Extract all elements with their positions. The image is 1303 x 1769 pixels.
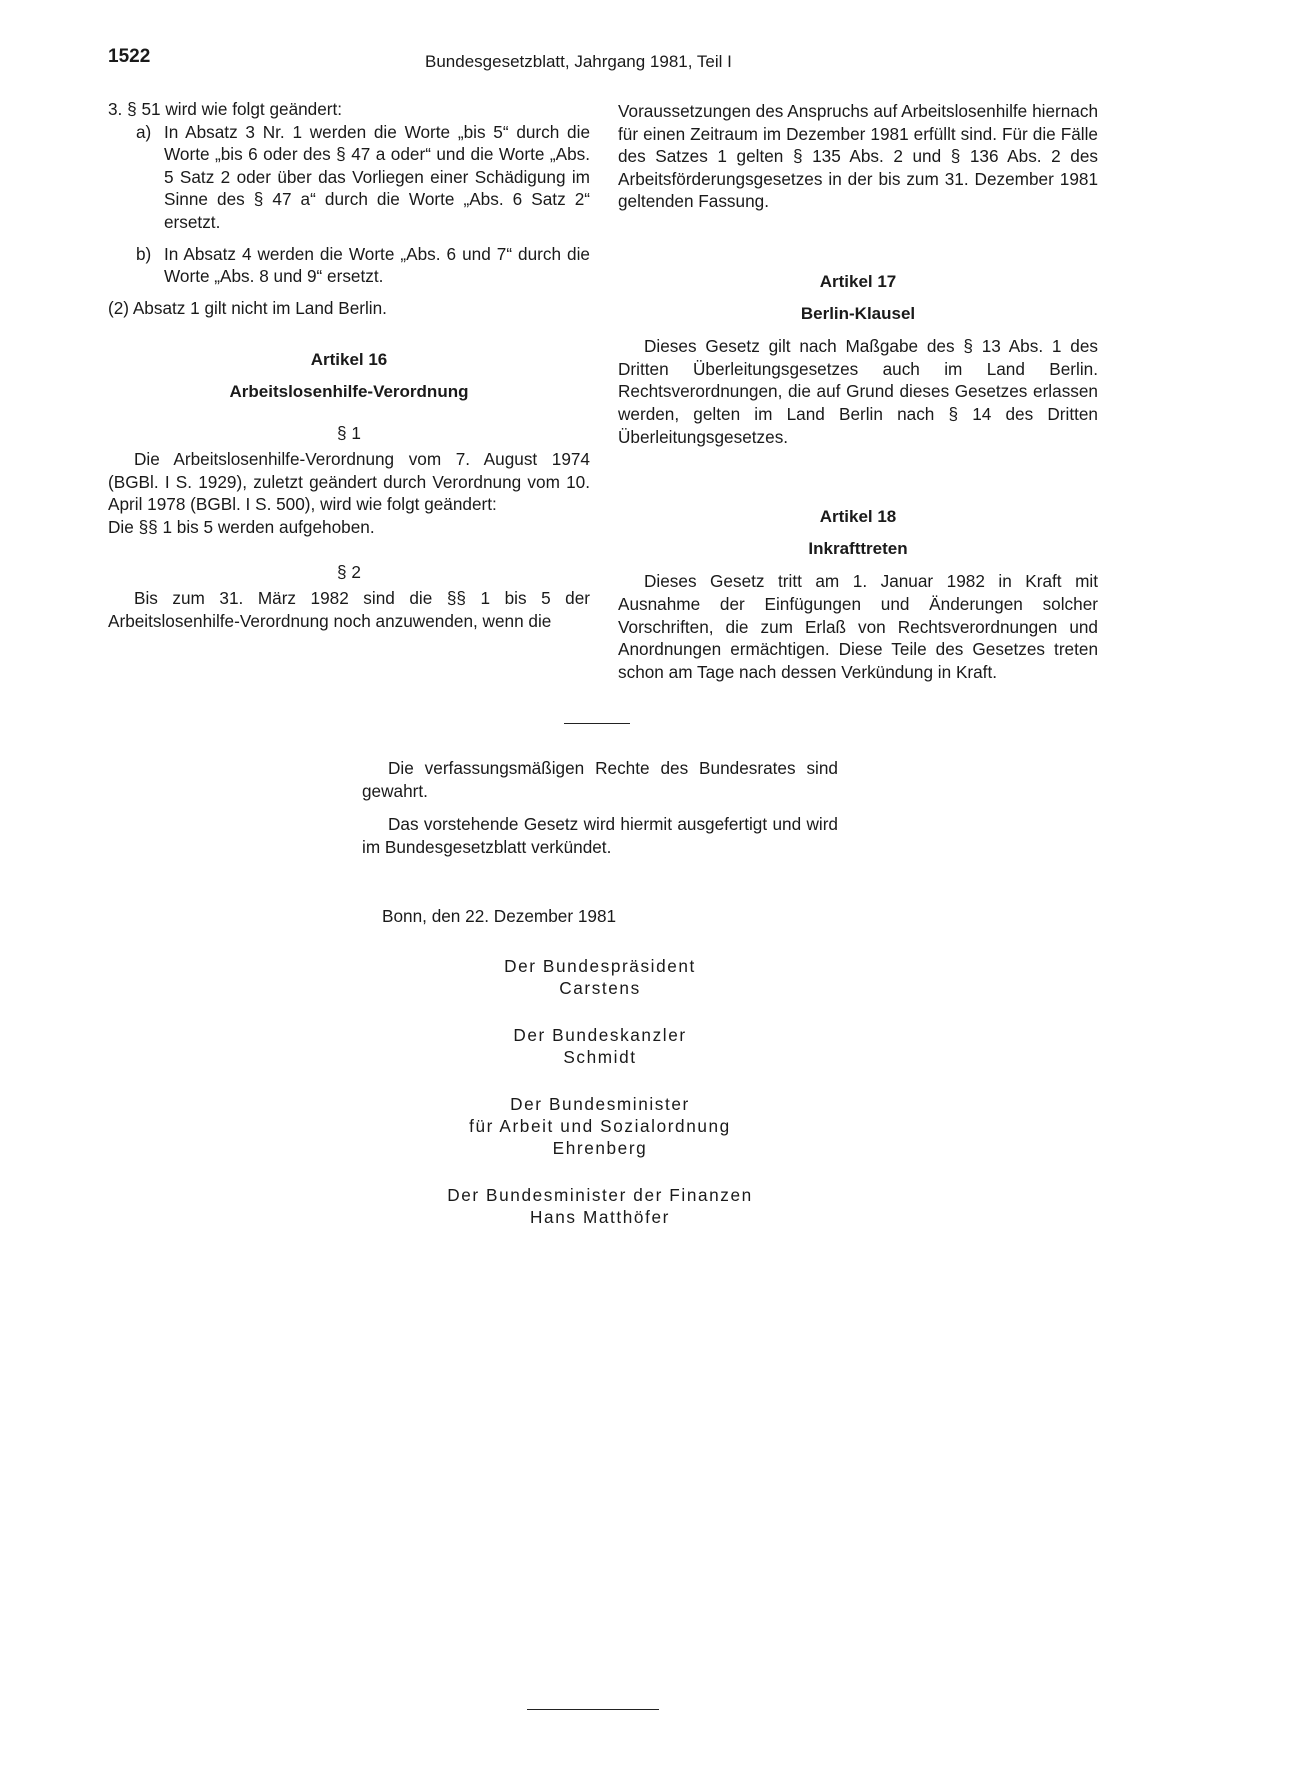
end-rule [527,1709,659,1710]
article-18-text: Dieses Gesetz tritt am 1. Januar 1982 in Kraft mit Ausnahme der Einfügungen und Änderungen solcher Vorschriften, die zum Erlaß von Rechtsverordnungen und Anordnungen ermächtigen. Diese Teile des Gesetzes treten schon am Tage nach dessen Verkündung in Kraft. [618,571,1098,682]
signature-office-2: für Arbeit und Sozialordnung [469,1116,731,1137]
subitem-b-label: b) [136,243,152,264]
signature-office: Der Bundeskanzler [513,1024,687,1045]
article-18-title: Inkrafttreten [808,538,908,558]
signature-president [350,955,850,1000]
signature-name: Carstens [559,978,641,999]
paragraph-1-text-2: Die §§ 1 bis 5 werden aufgehoben. [108,516,375,537]
signature-name: Ehrenberg [552,1138,648,1159]
paragraph-2-sign: § 2 [337,561,361,582]
signature-labour-minister [350,1093,850,1160]
signature-office: Der Bundespräsident [504,956,696,976]
subitem-b-text: In Absatz 4 werden die Worte „Abs. 6 und 7“ durch die Worte „Abs. 8 und 9“ ersetzt. [164,243,590,287]
promulgation-statement: Das vorstehende Gesetz wird hiermit ausgefertigt und wird im Bundesgesetzblatt verkündet. [362,814,838,857]
page-number: 1522 [108,46,151,67]
signatures [350,955,850,1253]
paragraph-2-text: Bis zum 31. März 1982 sind die §§ 1 bis 5 der Arbeitslosenhilfe-Verordnung noch anzuwenden, wenn die [108,588,590,631]
subitem-a-label: a) [136,121,152,142]
absatz-2: (2) Absatz 1 gilt nicht im Land Berlin. [108,297,387,318]
closing-block [362,757,838,869]
signature-finance-minister [350,1184,850,1229]
signature-name: Schmidt [563,1047,637,1068]
rights-statement: Die verfassungsmäßigen Rechte des Bundesrates sind gewahrt. [362,758,838,801]
subitem-a [136,121,590,234]
item-3: 3. § 51 wird wie folgt geändert: [108,99,343,119]
left-column [108,98,590,632]
article-17-heading: Artikel 17 [819,271,897,291]
right-column [618,100,1098,683]
article-16-title: Arbeitslosenhilfe-Verordnung [229,381,469,401]
signature-name: Hans Matthöfer [530,1207,670,1228]
article-17-text: Dieses Gesetz gilt nach Maßgabe des § 13 Abs. 1 des Dritten Überleitungsgesetzes auch im Land Berlin. Rechtsverordnungen, die auf Grund dieses Gesetzes erlassen werden, gelten im Land Berlin nach § 14 des Dritten Überleitungsgesetzes. [618,336,1098,447]
article-18-heading: Artikel 18 [819,507,897,527]
running-head: Bundesgesetzblatt, Jahrgang 1981, Teil I [425,52,732,71]
place-date: Bonn, den 22. Dezember 1981 [382,906,617,926]
paragraph-1-sign: § 1 [337,422,361,443]
paragraph-1-text: Die Arbeitslosenhilfe-Verordnung vom 7. August 1974 (BGBl. I S. 1929), zuletzt geändert durch Verordnung vom 10. April 1978 (BGBl. I S. 500), wird wie folgt geändert: [108,449,590,515]
signature-chancellor [350,1024,850,1069]
article-17-title: Berlin-Klausel [800,303,916,323]
separator-rule [564,723,630,724]
signature-office: Der Bundesminister [510,1093,690,1114]
article-16-heading: Artikel 16 [310,350,388,370]
subitem-a-text: In Absatz 3 Nr. 1 werden die Worte „bis 5“ durch die Worte „bis 6 oder des § 47 a oder“ und die Worte „Abs. 5 Satz 2 oder über das Vorliegen einer Schädigung im Sinne des § 47 a“ durch die Worte „Abs. 6 Satz 2“ ersetzt. [164,121,590,232]
continuation-text: Voraussetzungen des Anspruchs auf Arbeitslosenhilfe hiernach für einen Zeitraum im Dezember 1981 erfüllt sind. Für die Fälle des Satzes 1 gelten § 135 Abs. 2 und § 136 Abs. 2 des Arbeitsförderungsgesetzes in der bis zum 31. Dezember 1981 geltenden Fassung. [618,101,1098,212]
subitem-b [136,243,590,288]
signature-office: Der Bundesminister der Finanzen [447,1184,753,1205]
